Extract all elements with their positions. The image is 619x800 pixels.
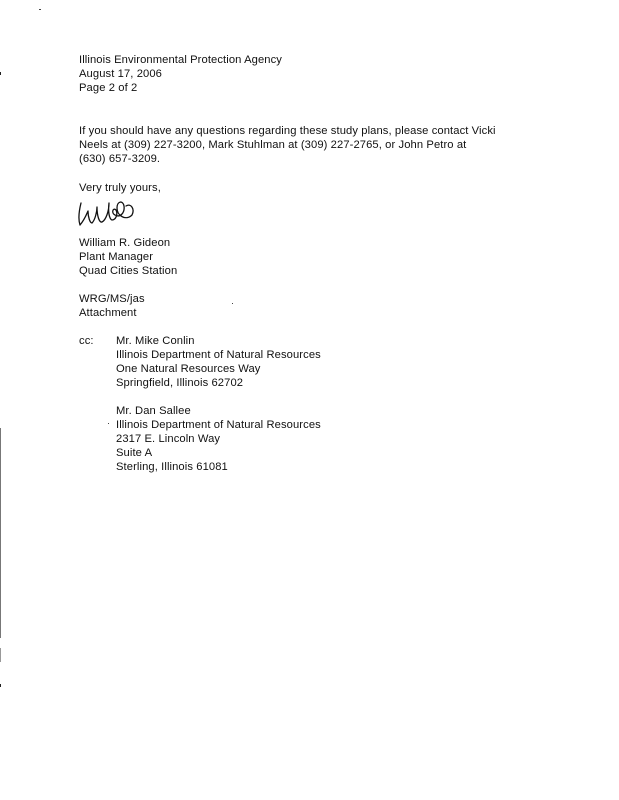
body-line-3: (630) 657-3209. — [79, 153, 161, 165]
signer-station: Quad Cities Station — [79, 265, 178, 277]
recipient-agency: Illinois Environmental Protection Agency — [79, 54, 282, 66]
scan-speck — [108, 423, 109, 424]
cc2-address1: 2317 E. Lincoln Way — [116, 433, 221, 445]
cc1-organization: Illinois Department of Natural Resources — [116, 349, 321, 361]
signer-title: Plant Manager — [79, 251, 154, 263]
handwritten-signature — [76, 193, 136, 229]
scan-edge-mark — [0, 684, 1, 687]
body-line-2: Neels at (309) 227-3200, Mark Stuhlman at (309) 227-2765, or John Petro at — [79, 139, 467, 151]
attachment-note: Attachment — [79, 307, 137, 319]
scan-edge-mark — [0, 648, 1, 662]
closing: Very truly yours, — [79, 182, 161, 194]
scan-speck — [232, 303, 233, 304]
cc-label: cc: — [79, 335, 94, 347]
cc2-address2: Suite A — [116, 447, 153, 459]
page-number: Page 2 of 2 — [79, 82, 138, 94]
reference-initials: WRG/MS/jas — [79, 293, 145, 305]
cc2-name: Mr. Dan Sallee — [116, 405, 191, 417]
cc2-organization: Illinois Department of Natural Resources — [116, 419, 321, 431]
body-line-1: If you should have any questions regarding these study plans, please contact Vicki — [79, 125, 496, 137]
cc1-name: Mr. Mike Conlin — [116, 335, 195, 347]
cc1-address2: Springfield, Illinois 62702 — [116, 377, 244, 389]
cc2-address3: Sterling, Illinois 61081 — [116, 461, 228, 473]
scan-edge-mark — [0, 428, 1, 638]
cc1-address1: One Natural Resources Way — [116, 363, 261, 375]
letter-date: August 17, 2006 — [79, 68, 162, 80]
scan-speck — [39, 9, 41, 10]
signer-name: William R. Gideon — [79, 237, 171, 249]
scan-edge-mark — [0, 72, 1, 75]
